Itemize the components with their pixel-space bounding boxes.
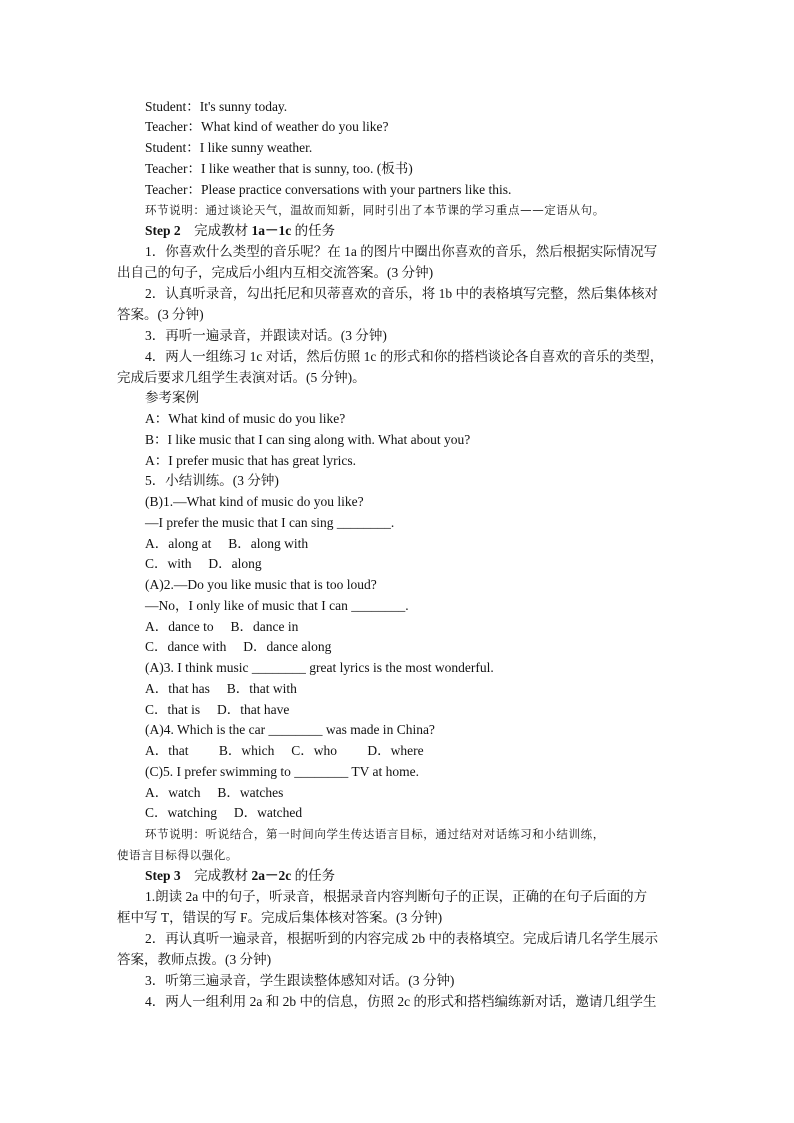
exercise-line: C．with D．along xyxy=(145,556,262,571)
step-2-line: 4．两人一组练习 1c 对话，然后仿照 1c 的形式和你的搭档谈论各自喜欢的音乐的类型， xyxy=(145,349,664,364)
step-3-title-post: 的任务 xyxy=(291,868,336,883)
step-3-line: 1.朗读 2a 中的句子，听录音，根据录音内容判断句子的正误，正确的在句子后面的方 xyxy=(145,889,648,904)
step-3-title-pre: 完成教材 xyxy=(180,868,252,883)
step-2-title-pre: 完成教材 xyxy=(180,223,252,238)
exercise-line: C．that is D．that have xyxy=(145,702,290,717)
step-3-line: 答案，教师点拨。(3 分钟) xyxy=(117,952,272,967)
reference-line: B：I like music that I can sing along with. What about you? xyxy=(145,432,471,447)
exercise-line: C．watching D．watched xyxy=(145,805,303,820)
exercise-line: A．that B．which C．who D．where xyxy=(145,743,424,758)
exercise-heading: 5．小结训练。(3 分钟) xyxy=(145,473,279,488)
step-3-label: Step 3 xyxy=(145,868,181,883)
dialogue-line: Student：It's sunny today. xyxy=(145,99,288,114)
reference-line: A：What kind of music do you like? xyxy=(145,411,346,426)
step-2-line: 3．再听一遍录音，并跟读对话。(3 分钟) xyxy=(145,328,387,343)
step-2-line: 2．认真听录音，勾出托尼和贝蒂喜欢的音乐，将 1b 中的表格填写完整，然后集体核对 xyxy=(145,286,658,301)
step-2-line: 出自己的句子，完成后小组内互相交流答案。(3 分钟) xyxy=(117,265,434,280)
dialogue-line: Teacher：I like weather that is sunny, too. (板书) xyxy=(145,161,413,176)
exercise-line: (A)4. Which is the car ________ was made in China? xyxy=(145,722,435,737)
exercise-line: C．dance with D．dance along xyxy=(145,639,332,654)
step-3-title-range: 2a－2c xyxy=(251,868,292,883)
section-note: 环节说明：听说结合，第一时间向学生传达语言目标，通过结对对话练习和小结训练， xyxy=(145,827,605,841)
exercise-line: (A)2.—Do you like music that is too loud? xyxy=(145,577,377,592)
exercise-line: (C)5. I prefer swimming to ________ TV at home. xyxy=(145,764,419,779)
exercise-line: (B)1.—What kind of music do you like? xyxy=(145,494,364,509)
exercise-line: A．watch B．watches xyxy=(145,785,284,800)
step-2-title-post: 的任务 xyxy=(291,223,336,238)
step-3-line: 4．两人一组利用 2a 和 2b 中的信息，仿照 2c 的形式和搭档编练新对话，邀请几组学生 xyxy=(145,994,657,1009)
dialogue-line: Teacher：Please practice conversations with your partners like this. xyxy=(145,182,512,197)
exercise-line: A．dance to B．dance in xyxy=(145,619,299,634)
section-note: 环节说明：通过谈论天气，温故而知新，同时引出了本节课的学习重点——定语从句。 xyxy=(145,203,605,217)
step-3-line: 框中写 T，错误的写 F。完成后集体核对答案。(3 分钟) xyxy=(117,910,443,925)
section-note: 使语言目标得以强化。 xyxy=(117,848,238,862)
dialogue-line: Teacher：What kind of weather do you like? xyxy=(145,119,389,134)
step-3-heading xyxy=(145,867,335,885)
exercise-line: —I prefer the music that I can sing ________. xyxy=(145,515,395,530)
step-2-heading xyxy=(145,222,335,240)
step-2-title-range: 1a－1c xyxy=(251,223,292,238)
step-2-label: Step 2 xyxy=(145,223,181,238)
dialogue-line: Student：I like sunny weather. xyxy=(145,140,313,155)
reference-line: A：I prefer music that has great lyrics. xyxy=(145,453,357,468)
exercise-line: —No，I only like of music that I can ________. xyxy=(145,598,409,613)
exercise-line: A．that has B．that with xyxy=(145,681,297,696)
step-2-line: 完成后要求几组学生表演对话。(5 分钟)。 xyxy=(117,370,366,385)
step-2-line: 1．你喜欢什么类型的音乐呢？在 1a 的图片中圈出你喜欢的音乐，然后根据实际情况写 xyxy=(145,244,658,259)
step-3-line: 3．听第三遍录音，学生跟读整体感知对话。(3 分钟) xyxy=(145,973,455,988)
step-2-line: 答案。(3 分钟) xyxy=(117,307,204,322)
reference-heading: 参考案例 xyxy=(145,390,199,405)
exercise-line: A．along at B．along with xyxy=(145,536,309,551)
exercise-line: (A)3. I think music ________ great lyrics is the most wonderful. xyxy=(145,660,494,675)
step-3-line: 2．再认真听一遍录音，根据听到的内容完成 2b 中的表格填空。完成后请几名学生展示 xyxy=(145,931,658,946)
